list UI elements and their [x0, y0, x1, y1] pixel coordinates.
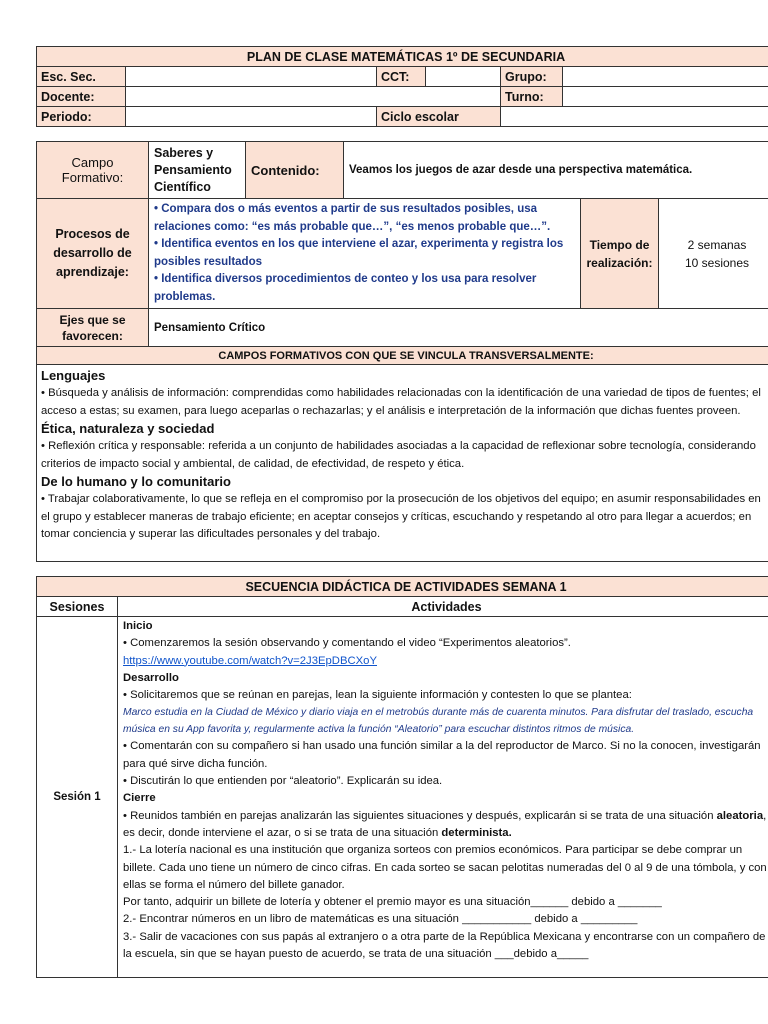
campo-text: • Búsqueda y análisis de información: comprendidas como habilidades relacionadas con la identificación de una variedad de tipos de fuentes; el acceso a estas; su examen, para luego aceparlas o rechazarlas; y el análisis e interpretación de la información que dichas fuentes proveen.	[41, 387, 761, 417]
contenido-value: Veamos los juegos de azar desde una perspectiva matemática.	[344, 142, 768, 199]
procesos-label: Procesos de desarrollo de aprendizaje:	[37, 199, 149, 309]
esc-sec-field[interactable]	[126, 67, 377, 87]
contenido-label: Contenido:	[246, 142, 344, 199]
situacion-item: 2.- Encontrar números en un libro de matemáticas es una situación ___________ debido a _________	[123, 913, 638, 926]
esc-sec-label: Esc. Sec.	[37, 67, 126, 87]
desarrollo-heading: Desarrollo	[123, 671, 179, 684]
col-sesiones: Sesiones	[37, 597, 118, 617]
tiempo-sesiones: 10 sesiones	[684, 255, 750, 270]
docente-label: Docente:	[37, 87, 126, 107]
campo-value: Saberes y Pensamiento Científico	[149, 142, 246, 199]
periodo-field[interactable]	[126, 107, 377, 127]
grupo-field[interactable]	[563, 67, 768, 87]
turno-label: Turno:	[501, 87, 563, 107]
aleatoria-term: aleatoria	[716, 809, 764, 822]
desarrollo-text-2: • Comentarán con su compañero si han usado una función similar a la del reproductor de Marco. Si no la conocen, investigarán para qué sirve dicha función.	[123, 740, 761, 770]
cierre-heading: Cierre	[123, 792, 156, 805]
sesion-label: Sesión 1	[37, 617, 118, 978]
ejes-label: Ejes que se favorecen:	[37, 309, 149, 347]
procesos-list	[149, 199, 581, 309]
grupo-label: Grupo:	[501, 67, 563, 87]
actividades-cell	[118, 617, 768, 978]
campo-text: • Reflexión crítica y responsable: referida a un conjunto de habilidades asociadas a la capacidad de reflexionar sobre tecnología, considerando criterios de impacto social y ambiental, de calidad, de efectividad, de respeto y ética.	[41, 440, 756, 470]
plan-table	[36, 141, 768, 562]
campo-title: Lenguajes	[41, 368, 106, 383]
col-actividades: Actividades	[118, 597, 768, 617]
cierre-text	[123, 808, 768, 843]
proceso-item: • Identifica diversos procedimientos de conteo y los usa para resolver problemas.	[154, 273, 537, 303]
transversal-header: CAMPOS FORMATIVOS CON QUE SE VINCULA TRANSVERSALMENTE:	[37, 347, 768, 365]
tiempo-semanas: 2 semanas	[687, 237, 747, 252]
campo-title: Ética, naturaleza y sociedad	[41, 421, 215, 436]
situacion-item: Por tanto, adquirir un billete de lotería y obtener el premio mayor es una situación______ debido a _______	[123, 896, 662, 909]
tiempo-label: Tiempo de realización:	[581, 199, 659, 309]
secuencia-title: SECUENCIA DIDÁCTICA DE ACTIVIDADES SEMANA 1	[37, 577, 768, 597]
transversal-content	[37, 365, 768, 562]
inicio-heading: Inicio	[123, 620, 153, 632]
secuencia-table	[36, 576, 768, 978]
campo-text: • Trabajar colaborativamente, lo que se refleja en el compromiso por la prosecución de los objetivos del equipo; en asumir responsabilidades en el grupo y establecer maneras de trabajo eficiente; en aceptar consejos y críticas, escuchando y respetando al otro para llegar a acuerdos; en tomar conciencia y superar las dificultades personales y del trabajo.	[41, 493, 761, 540]
header-table	[36, 46, 768, 127]
ciclo-label: Ciclo escolar	[377, 107, 501, 127]
campo-label: Campo Formativo:	[37, 142, 149, 199]
plan-title: PLAN DE CLASE MATEMÁTICAS 1º DE SECUNDARIA	[37, 47, 768, 67]
situacion-item: 3.- Salir de vacaciones con sus papás al extranjero o a otra parte de la República Mexicana y encontrarse con un compañero de la escuela, sin que se hayan puesto de acuerdo, se trata de una situación ___debido a_____	[123, 930, 766, 961]
determinista-term: determinista.	[441, 826, 512, 839]
ciclo-field[interactable]	[501, 107, 768, 127]
docente-field[interactable]	[126, 87, 501, 107]
proceso-item: • Compara dos o más eventos a partir de sus resultados posibles, usa relaciones como: “es más probable que…”, “es menos probable que…”.	[154, 203, 551, 233]
turno-field[interactable]	[563, 87, 768, 107]
ejes-value: Pensamiento Crítico	[149, 309, 768, 347]
desarrollo-text-3: • Discutirán lo que entienden por “aleatorio”. Explicarán su idea.	[123, 775, 443, 788]
cierre-text-b: , es decir, donde interviene el azar, o si se trata de una situación	[123, 809, 767, 839]
video-link[interactable]: https://www.youtube.com/watch?v=2J3EpDBCXoY	[123, 654, 377, 667]
cct-label: CCT:	[377, 67, 426, 87]
cierre-text-a: • Reunidos también en parejas analizarán las siguientes situaciones y después, explicarán si se trata de una situación	[123, 809, 717, 822]
proceso-item: • Identifica eventos en los que interviene el azar, experimenta y registra los posibles resultados	[154, 238, 564, 268]
situacion-item: 1.- La lotería nacional es una institución que organiza sorteos con premios económicos. Para participar se debe comprar un billete. Cada uno tiene un número de cinco cifras. En cada sorteo se sacan pelotitas numeradas del 0 al 9 de una tómbola, y con ellas se forma el número del billete ganador.	[123, 844, 767, 891]
campo-title: De lo humano y lo comunitario	[41, 474, 231, 489]
inicio-text: • Comenzaremos la sesión observando y comentando el video “Experimentos aleatorios”.	[123, 637, 571, 650]
periodo-label: Periodo:	[37, 107, 126, 127]
cct-field[interactable]	[426, 67, 501, 87]
lectura-text: Marco estudia en la Ciudad de México y diario viaja en el metrobús durante más de cuarenta minutos. Para disfrutar del traslado, escucha música en su App favorita y, regularmente activa la función “Aleatorio” para escuchar distintos ritmos de música.	[123, 707, 754, 736]
desarrollo-text: • Solicitaremos que se reúnan en parejas, lean la siguiente información y contesten lo que se plantea:	[123, 689, 632, 702]
